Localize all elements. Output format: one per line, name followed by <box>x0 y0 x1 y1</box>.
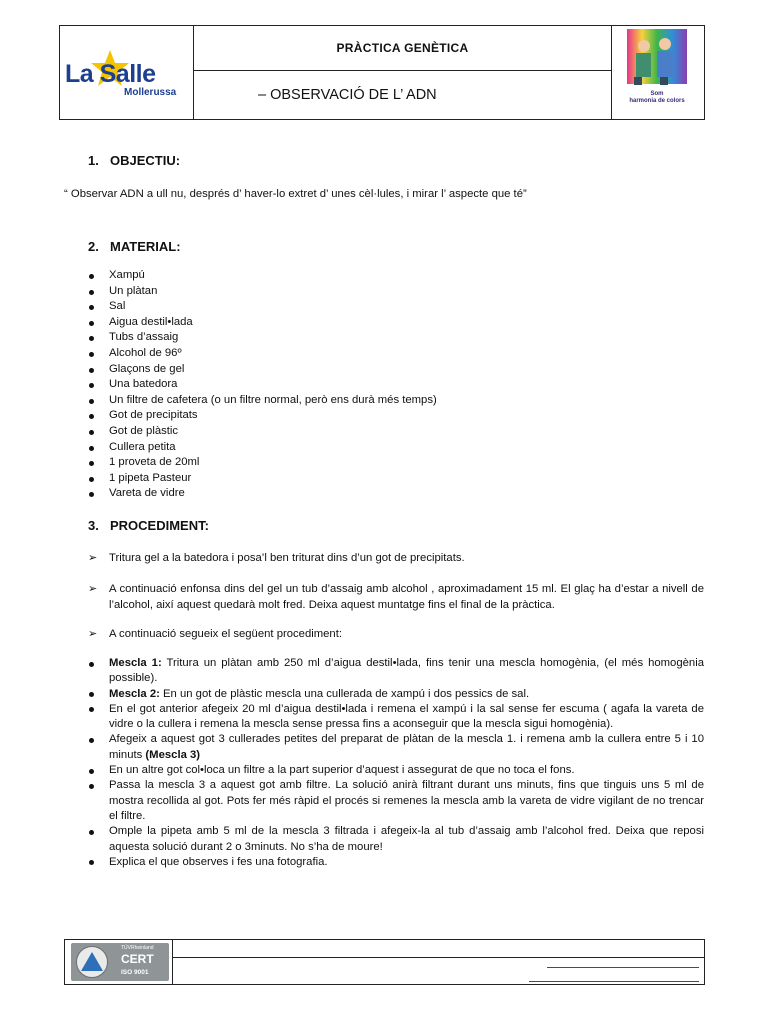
mix-label: (Mescla 3) <box>145 748 201 761</box>
section-heading-material <box>88 239 181 254</box>
list-item: Alcohol de 96º <box>88 346 437 362</box>
procedure-list <box>88 656 704 870</box>
mix-label: Mescla 1: <box>109 657 162 669</box>
procedure-step <box>88 627 704 643</box>
list-item: Glaçons de gel <box>88 362 437 378</box>
link-underline[interactable] <box>529 981 699 982</box>
list-item <box>88 732 704 763</box>
arrow-bullet-icon: ➢ <box>88 552 98 564</box>
tuv-triangle-icon <box>80 951 104 973</box>
footer-bottom-row <box>173 958 704 984</box>
footer-info <box>173 940 704 984</box>
step-text: A continuació segueix el següent procediment: <box>109 628 342 640</box>
certification-cell <box>65 940 173 984</box>
poster-text-2: harmonia de colors <box>629 98 685 104</box>
poster-text-1: Som <box>650 91 664 97</box>
list-item: Un plàtan <box>88 284 437 300</box>
list-item: Xampú <box>88 268 437 284</box>
item-text: Passa la mescla 3 a aquest got amb filtre. La solució anirà filtrant durant uns minuts, fins que tinguis uns 5 ml de mostra recollida al got. Pots fer més ràpid el procés si remenes la mescla amb la vareta de vidre vigilant de no trencar el filtre. <box>109 779 704 822</box>
footer-top-row <box>173 940 704 958</box>
campaign-poster <box>611 26 704 119</box>
page-subtitle: – OBSERVACIÓ DE L’ ADN <box>258 87 437 103</box>
list-item: Got de plàstic <box>88 424 437 440</box>
list-item: Una batedora <box>88 377 437 393</box>
logo-main-text: La Salle <box>65 60 156 88</box>
item-text: Explica el que observes i fes una fotografia. <box>109 855 328 868</box>
arrow-bullet-icon: ➢ <box>88 628 98 640</box>
section-heading-procediment <box>88 518 209 533</box>
list-item <box>88 763 704 778</box>
document-header <box>59 25 705 120</box>
list-item: Vareta de vidre <box>88 486 437 502</box>
iso-cert-badge <box>71 943 169 981</box>
list-item: Un filtre de cafetera (o un filtre normal, però ens durà més temps) <box>88 393 437 409</box>
document-footer <box>64 939 705 985</box>
link-underline[interactable] <box>547 967 699 968</box>
list-item <box>88 687 704 702</box>
material-list <box>88 268 437 502</box>
school-logo <box>60 26 194 119</box>
item-text: En el got anterior afegeix 20 ml d’aigua destil•lada i remena el xampú i la sal sense fer escuma ( agafa la vareta de vidre o la cullera i remena la mescla sense pressa fins a aconseguir que la mescla sigui homogènia). <box>109 702 704 731</box>
list-item <box>88 824 704 855</box>
cert-brand: TÜVRheinland <box>121 945 154 951</box>
list-item: Aigua destil•lada <box>88 315 437 331</box>
cert-iso: ISO 9001 <box>121 969 149 976</box>
item-text: Omple la pipeta amb 5 ml de la mescla 3 filtrada i afegeix-la al tub d’assaig amb l’alcohol fred. Deixa que reposi aquesta solució durant 2 o 3minuts. No s’ha de moure! <box>109 825 704 853</box>
procedure-step <box>88 551 704 567</box>
list-item: Tubs d’assaig <box>88 330 437 346</box>
list-item <box>88 855 704 870</box>
page-title: PRÀCTICA GENÈTICA <box>194 26 611 71</box>
list-item: Sal <box>88 299 437 315</box>
section-number: 2. <box>88 239 99 254</box>
title-block <box>194 26 611 119</box>
poster-image <box>612 26 702 119</box>
list-item: 1 proveta de 20ml <box>88 455 437 471</box>
item-text: En un altre got col•loca un filtre a la part superior d’aquest i assegurat de que no toca el fons. <box>109 764 575 777</box>
objective-text: “ Observar ADN a ull nu, després d’ haver-lo extret d’ unes cèl·lules, i mirar l’ aspecte que té” <box>64 188 527 200</box>
list-item: Cullera petita <box>88 440 437 456</box>
item-text: Tritura un plàtan amb 250 ml d’aigua destil•lada, fins tenir una mescla homogènia, (el més homogènia possible). <box>109 657 704 685</box>
section-heading-objectiu <box>88 153 180 168</box>
cert-label: CERT <box>121 952 154 966</box>
section-title: MATERIAL: <box>110 239 181 254</box>
list-item: 1 pipeta Pasteur <box>88 471 437 487</box>
logo-sub-text: Mollerussa <box>124 87 177 98</box>
procedure-step <box>88 582 704 613</box>
section-title: OBJECTIU: <box>110 153 181 168</box>
list-item: Got de precipitats <box>88 408 437 424</box>
section-number: 3. <box>88 518 99 533</box>
step-text: A continuació enfonsa dins del gel un tub d’assaig amb alcohol , aproximadament 15 ml. El glaç ha d’estar a nivell de l’alcohol, així aquest quedarà molt fred. Deixa aquest muntatge fins el final de la pràctica. <box>109 583 704 611</box>
item-text: En un got de plàstic mescla una cullerada de xampú i dos pessics de sal. <box>159 687 530 700</box>
list-item <box>88 778 704 824</box>
list-item <box>88 656 704 687</box>
item-text: Afegeix a aquest got 3 cullerades petites del preparat de plàtan de la mescla 1. i remena amb la cullera entre 5 i 10 minuts <box>109 733 704 761</box>
arrow-bullet-icon: ➢ <box>88 583 98 595</box>
list-item <box>88 702 704 733</box>
mix-label: Mescla 2: <box>109 687 160 700</box>
step-text: Tritura gel a la batedora i posa’l ben triturat dins d’un got de precipitats. <box>109 552 465 564</box>
section-title: PROCEDIMENT: <box>110 518 209 533</box>
section-number: 1. <box>88 153 99 168</box>
